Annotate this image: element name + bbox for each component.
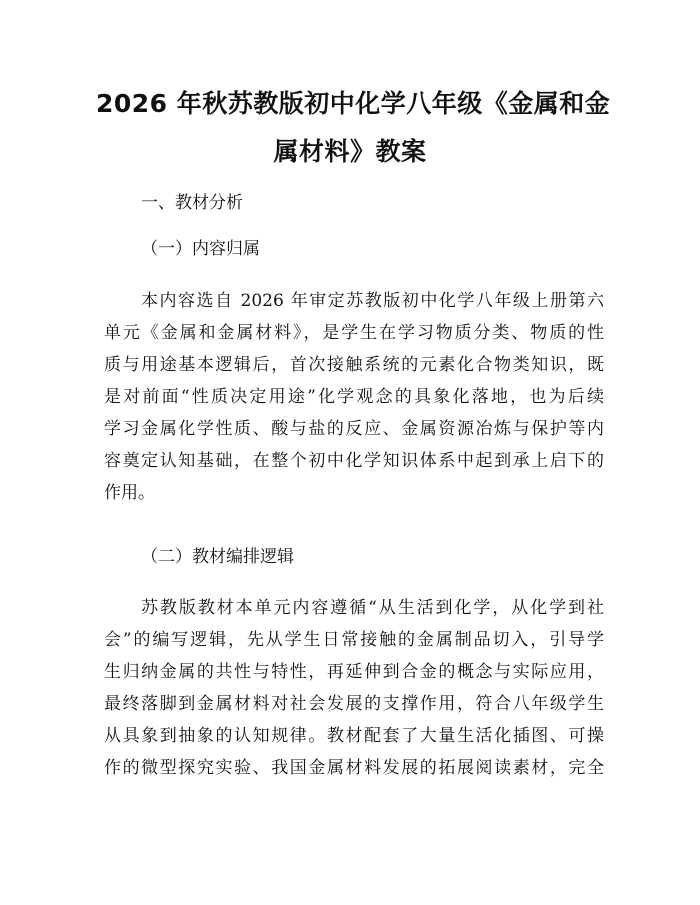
paragraph-line: 从具象到抽象的认知规律。教材配套了大量生活化插图、可操 <box>104 726 604 746</box>
paragraph-line: 容奠定认知基础，在整个初中化学知识体系中起到承上启下的 <box>104 451 604 471</box>
subsection-heading-textbook-arrangement: （二）教材编排逻辑 <box>141 547 294 567</box>
paragraph-line: 本内容选自 2026 年审定苏教版初中化学八年级上册第六 <box>141 291 604 311</box>
paragraph-line: 质与用途基本逻辑后，首次接触系统的元素化合物类知识，既 <box>104 355 604 375</box>
paragraph-line: 单元《金属和金属材料》，是学生在学习物质分类、物质的性 <box>104 323 604 343</box>
paragraph-line: 作的微型探究实验、我国金属材料发展的拓展阅读素材，完全 <box>104 758 604 778</box>
paragraph-line: 苏教版教材本单元内容遵循“从生活到化学，从化学到社 <box>141 598 604 618</box>
paragraph-textbook-arrangement <box>104 592 604 784</box>
title-line: 属材料》教案 <box>273 137 427 166</box>
paragraph-line: 是对前面“性质决定用途”化学观念的具象化落地，也为后续 <box>104 387 604 407</box>
paragraph-line: 会”的编写逻辑，先从学生日常接触的金属制品切入，引导学 <box>104 630 604 650</box>
title-line: 2026 年秋苏教版初中化学八年级《金属和金 <box>96 89 611 118</box>
paragraph-line: 作用。 <box>104 483 155 503</box>
paragraph-line: 学习金属化学性质、酸与盐的反应、金属资源冶炼与保护等内 <box>104 419 604 439</box>
paragraph-line: 生归纳金属的共性与特性，再延伸到合金的概念与实际应用， <box>104 662 604 682</box>
document-title <box>96 80 611 176</box>
subsection-heading-content-belonging: （一）内容归属 <box>141 239 260 259</box>
section-heading-teaching-material-analysis: 一、教材分析 <box>141 193 243 213</box>
paragraph-content-belonging <box>104 285 604 509</box>
paragraph-line: 最终落脚到金属材料对社会发展的支撑作用，符合八年级学生 <box>104 694 604 714</box>
